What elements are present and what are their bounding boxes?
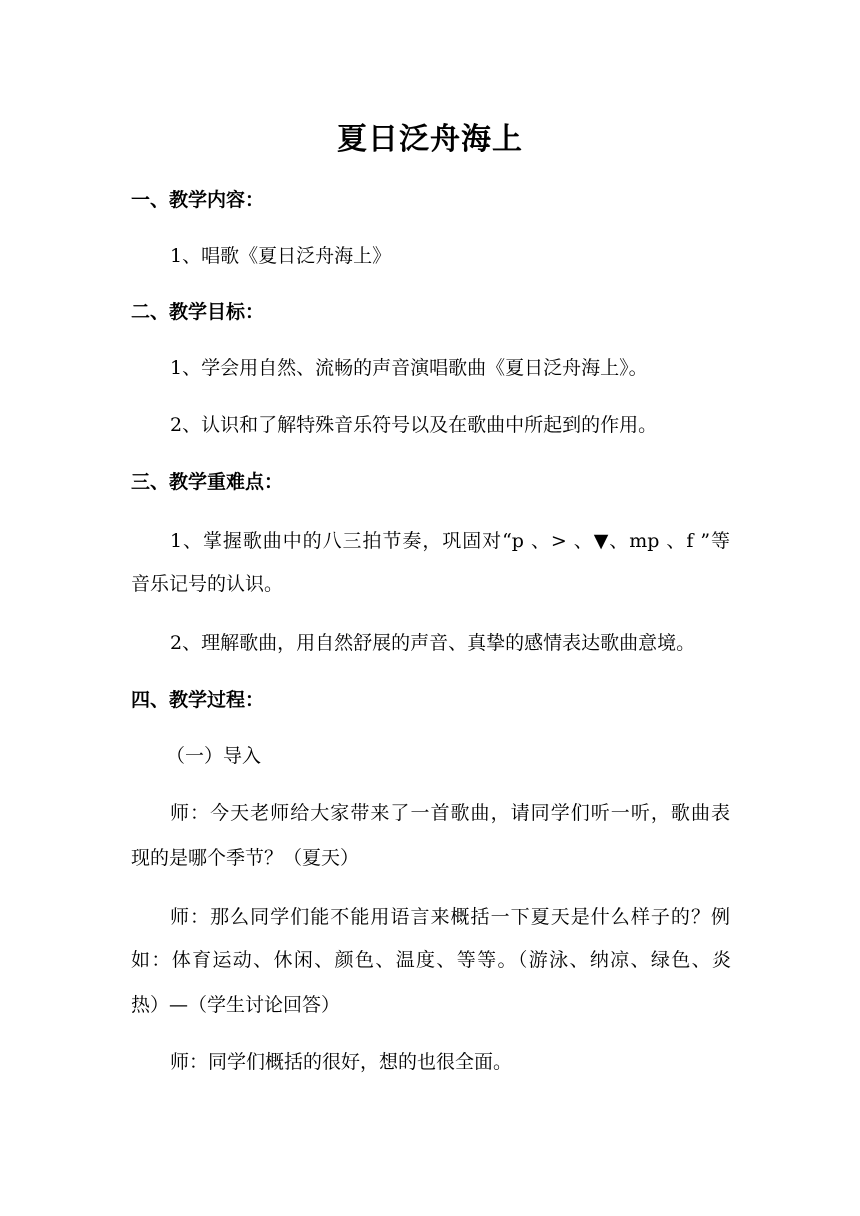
paragraph-3: 师：同学们概括的很好，想的也很全面。: [170, 1051, 513, 1073]
paragraph-2-line-3: 热）—（学生讨论回答）: [131, 994, 341, 1016]
process-subheading-intro: （一）导入: [166, 745, 262, 767]
paragraph-1-line-1: 师：今天老师给大家带来了一首歌曲，请同学们听一听，歌曲表: [170, 802, 730, 824]
content-item-1: 1、唱歌《夏日泛舟海上》: [170, 245, 392, 267]
goal-item-2: 2、认识和了解特殊音乐符号以及在歌曲中所起到的作用。: [170, 414, 658, 436]
keypoint-item-2: 2、理解歌曲，用自然舒展的声音、真挚的感情表达歌曲意境。: [170, 632, 696, 654]
keypoint-item-1-line-1: 1、掌握歌曲中的八三拍节奏，巩固对“p 、> 、▼、mp 、f ”等: [170, 530, 730, 552]
section-heading-process: 四、教学过程：: [131, 689, 265, 711]
section-heading-goals: 二、教学目标：: [131, 301, 265, 323]
goal-item-1: 1、学会用自然、流畅的声音演唱歌曲《夏日泛舟海上》。: [170, 357, 648, 379]
document-title: 夏日泛舟海上: [337, 122, 523, 157]
keypoint-item-1-line-2: 音乐记号的认识。: [131, 573, 284, 595]
section-heading-content: 一、教学内容：: [131, 189, 265, 211]
paragraph-2-line-1: 师：那么同学们能不能用语言来概括一下夏天是什么样子的？例: [170, 906, 730, 928]
section-heading-keypoints: 三、教学重难点：: [131, 471, 284, 493]
paragraph-2-line-2: 如：体育运动、休闲、颜色、温度、等等。（游泳、纳凉、绿色、炎: [131, 949, 731, 971]
paragraph-1-line-2: 现的是哪个季节？（夏天）: [131, 847, 360, 869]
